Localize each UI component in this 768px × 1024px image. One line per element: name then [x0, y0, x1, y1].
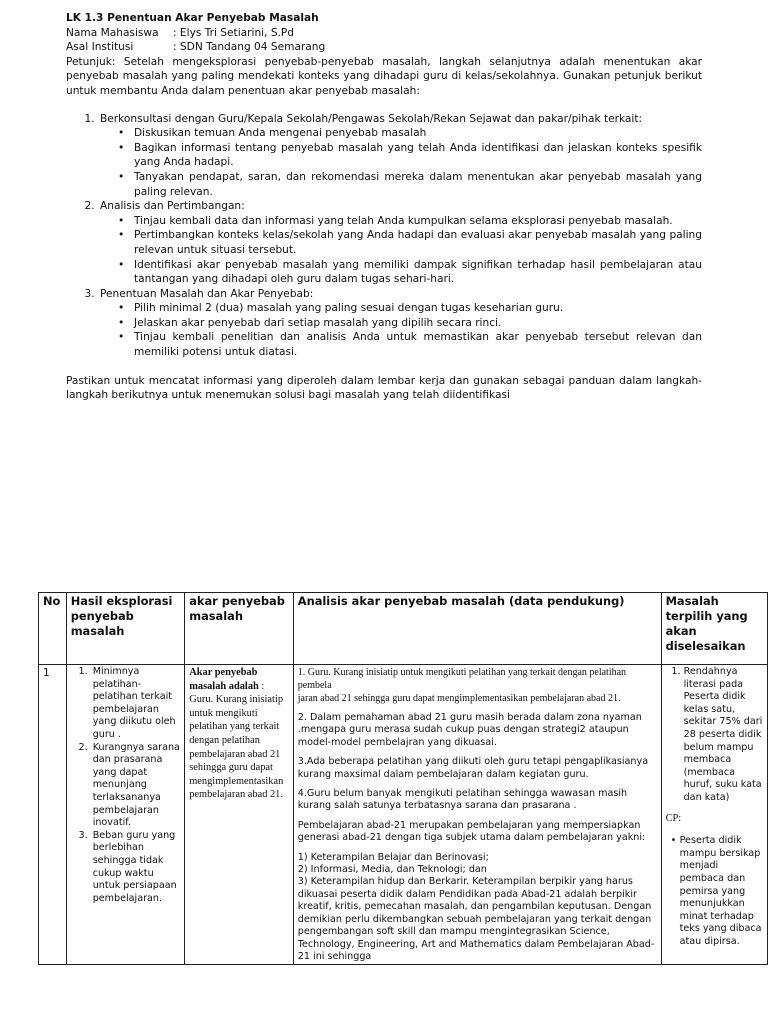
steps-list — [66, 112, 702, 360]
akar-text: : Guru. Kurang inisiatip untuk mengikuti pelatihan yang terkait dengan pelatihan pembelajaran abad 21 sehingga guru dapat mengimplementasikan pembelajaran abad 21. — [189, 680, 284, 801]
step-label: Analisis dan Pertimbangan: — [100, 200, 245, 213]
hasil-item: 3. Beban guru yang berlebihan sehingga tidak cukup waktu untuk persiapaan pembelajaran. — [91, 830, 181, 906]
step-bullet: • Pertimbangkan konteks kelas/sekolah yang Anda hadapi dan evaluasi akar penyebab masalah yang paling relevan untuk situasi tersebut. — [134, 228, 702, 257]
step-bullet: • Bagikan informasi tentang penyebab masalah yang telah Anda identifikasi dan jelaskan konteks spesifik yang Anda hadapi. — [134, 141, 702, 170]
instruction-section — [66, 11, 702, 403]
student-name-row — [66, 26, 702, 41]
cell-hasil — [66, 665, 185, 965]
step-bullet: • Pilih minimal 2 (dua) masalah yang paling sesuai dengan tugas keseharian guru. — [134, 301, 702, 316]
header-akar: akar penyebab masalah — [185, 593, 294, 665]
header-masalah: Masalah terpilih yang akan diselesaikan — [661, 593, 767, 665]
cell-analisis — [293, 665, 661, 965]
student-name-value: : Elys Tri Setiarini, S.Pd — [173, 26, 295, 39]
analisis-p3: 3.Ada beberapa pelatihan yang diikuti oleh guru tetapi pengaplikasianya kurang maxsimal dalam pembelajaran dalam kegiatan guru. — [297, 756, 649, 780]
step-sublist — [100, 301, 702, 359]
masalah-item: 1. Rendahnya literasi pada Peserta didik kelas satu, sekitar 75% dari 28 peserta didik belum mampu membaca (membaca huruf, suku kata dan kata) — [684, 666, 763, 805]
analisis-p1a: 1. Guru. Kurang inisiatip untuk mengikuti pelatihan yang terkait dengan pelatihan pembela — [297, 667, 627, 691]
akar-bold-label: Akar penyebab masalah adalah — [189, 667, 259, 692]
instructions-paragraph: Petunjuk: Setelah mengeksplorasi penyebab-penyebab masalah, langkah selanjutnya adalah menentukan akar penyebab masalah yang paling mendekati konteks yang dihadapi guru di kelas/sekolahnya. Gunakan petunjuk berikut untuk membantu Anda dalam penentuan akar penyebab masalah: — [66, 55, 702, 97]
closing-note: Pastikan untuk mencatat informasi yang diperoleh dalam lembar kerja dan gunakan sebagai panduan dalam langkah-langkah berikutnya untuk menemukan solusi bagi masalah yang telah diidentifikasi — [66, 374, 702, 402]
step-item — [98, 287, 702, 360]
hasil-item: 1. Minimnya pelatihan-pelatihan terkait pembelajaran yang diikutu oleh guru . — [91, 666, 181, 742]
cell-no: 1 — [39, 665, 67, 965]
cell-akar — [185, 665, 294, 965]
analisis-p1b: jaran abad 21 sehingga guru dapat mengimplementasikan pembelajaran abad 21. — [297, 693, 621, 704]
table-row — [39, 665, 768, 965]
step-bullet: • Tinjau kembali data dan informasi yang telah Anda kumpulkan selama eksplorasi penyebab masalah. — [134, 214, 702, 229]
analisis-p2: 2. Dalam pemahaman abad 21 guru masih berada dalam zona nyaman .mengapa guru merasa sudah cukup puas dengan strategi2 ataupun model-model pembelajran yang dikuasai. — [297, 712, 642, 748]
cell-masalah — [661, 665, 767, 965]
cp-item: • Peserta didik mampu bersikap menjadi pembaca dan pemirsa yang menunjukkan minat terhadap teks yang dibaca — [680, 835, 763, 936]
analisis-s1: 1) Keterampilan Belajar dan Berinovasi; — [297, 851, 489, 863]
header-no: No — [39, 593, 67, 665]
hasil-list — [71, 666, 181, 905]
analisis-s3: 3) Keterampilan hidup dan Berkarir. Keterampilan berpikir yang harus dikuasai peserta didik dalam Pendidikan pada Abad-21 adalah berpikir kreatif, kritis, pemecahan masalah, dan pengambilan keputusan. Dengan demikian perlu dikembangkan sebuah pembelajaran yang terkait dengan pengembangan soft skill dan mampu mengintegrasikan Science, Technology, Engineering, Art and Mathematics dalam Pembelajaran Abad-21 ini sehingga — [297, 876, 655, 962]
student-name-label: Nama Mahasiswa — [66, 26, 159, 39]
step-label: Penentuan Masalah dan Akar Penyebab: — [100, 287, 314, 300]
step-bullet: • Identifikasi akar penyebab masalah yang memiliki dampak signifikan terhadap hasil pembelajaran atau tantangan yang dihadapi oleh guru dalam tugas sehari-hari. — [134, 258, 702, 287]
analisis-p4: 4.Guru belum banyak mengikuti pelatihan sehingga wawasan masih kurang salah satunya terbatasnya sarana dan prasarana . — [297, 788, 628, 812]
cp-label: CP: — [665, 812, 682, 824]
step-bullet: • Jelaskan akar penyebab dari setiap masalah yang dipilih secara rinci. — [134, 316, 702, 331]
masalah-list — [666, 666, 763, 805]
header-hasil: Hasil eksplorasi penyebab masalah — [66, 593, 185, 665]
cp-list — [666, 835, 763, 936]
step-bullet: • Tinjau kembali penelitian dan analisis Anda untuk memastikan akar penyebab tersebut relevan dan memiliki potensi untuk diatasi. — [134, 330, 702, 359]
step-sublist — [100, 126, 702, 199]
analisis-s2: 2) Informasi, Media, dan Teknologi; dan — [297, 864, 487, 876]
institution-label: Asal Institusi — [66, 41, 134, 54]
header-analisis: Analisis akar penyebab masalah (data pendukung) — [293, 593, 661, 665]
step-item — [98, 199, 702, 287]
step-bullet: • Tanyakan pendapat, saran, dan rekomendasi mereka dalam menentukan akar penyebab masalah yang paling relevan. — [134, 170, 702, 199]
step-item — [98, 112, 702, 200]
hasil-item: 2. Kurangnya sarana dan prasarana yang dapat menunjang terlaksananya pembelajaran inovatif. — [91, 742, 181, 830]
document-title: LK 1.3 Penentuan Akar Penyebab Masalah — [66, 12, 319, 24]
analisis-p5: Pembelajaran abad-21 merupakan pembelajaran yang mempersiapkan generasi abad-21 dengan tiga subjek utama dalam pembelajaran yakni: — [297, 819, 646, 844]
table-header-row — [39, 593, 768, 665]
institution-value: : SDN Tandang 04 Semarang — [173, 41, 326, 54]
step-bullet: • Diskusikan temuan Anda mengenai penyebab masalah — [134, 126, 702, 141]
step-sublist — [100, 214, 702, 287]
step-label: Berkonsultasi dengan Guru/Kepala Sekolah/Pengawas Sekolah/Rekan Sejawat dan pakar/pihak terkait: — [100, 112, 643, 125]
worksheet-table — [38, 592, 768, 965]
cp-tail: atau dipirsa. — [679, 935, 740, 947]
institution-row — [66, 40, 702, 55]
